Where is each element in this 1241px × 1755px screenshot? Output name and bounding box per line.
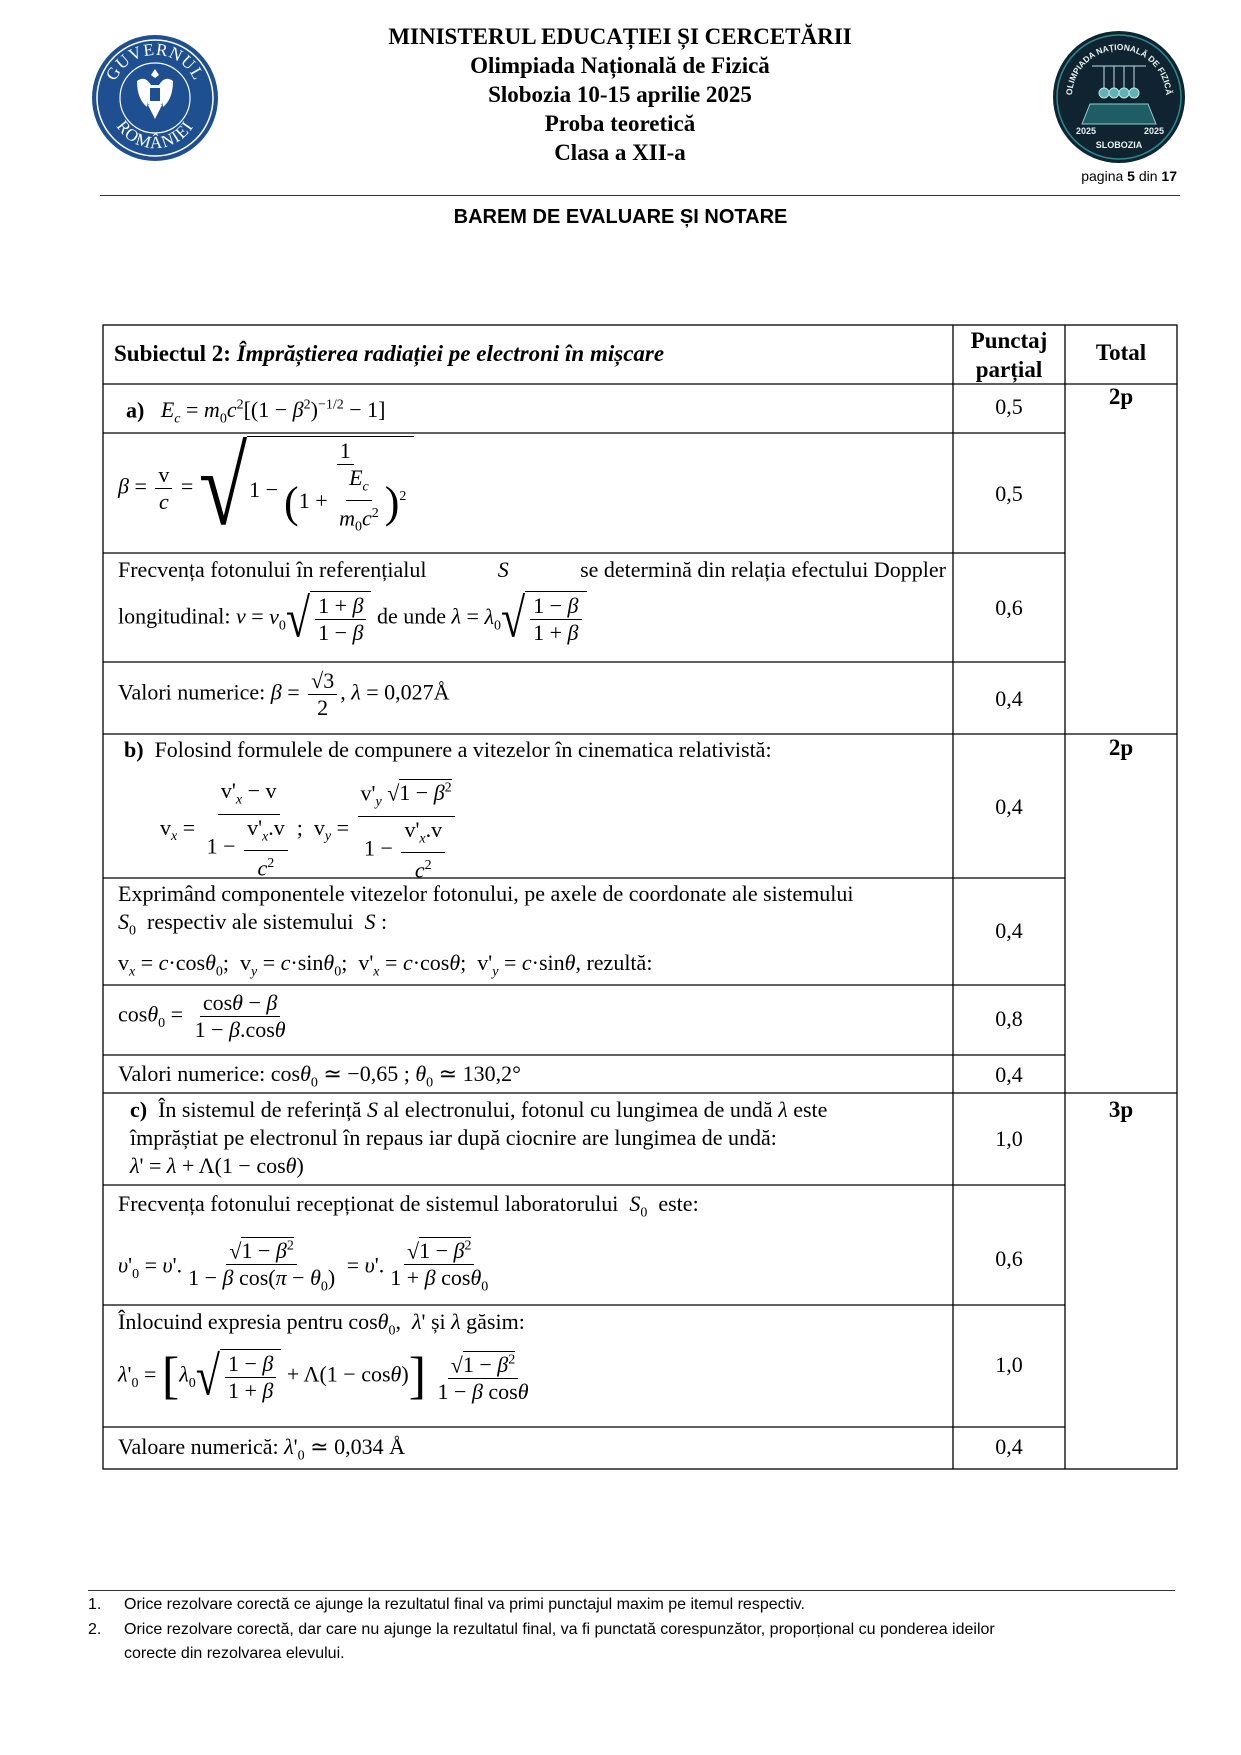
subject-heading: Subiectul 2: Împrăștierea radiației pe electroni în mișcare (114, 341, 665, 366)
row-c2-text: Frecvența fotonului recepționat de sistemul laboratorului $S_0$ este: (118, 1191, 699, 1221)
row-b1-formula: $v_x$ = $v'_x - v$ 1 − $\frac{v'_x.v}{c^2}$ ; $v_y$ = $v'_y$ $√1 - \beta^2$ 1 − $\frac{v'_x.v}{c^2}$ (160, 776, 458, 883)
points-a1: 0,5 (995, 394, 1023, 419)
onf-logo-year-left: 2025 (1076, 126, 1097, 136)
total-c: 3p (1108, 1097, 1134, 1122)
test-name: Proba teoretică (544, 111, 696, 136)
row-a3-text: Frecvența fotonului în referențialul S se determină din relația efectului Doppler (118, 557, 946, 582)
points-b2: 0,4 (995, 918, 1023, 943)
note-2-number: 2. (88, 1621, 102, 1638)
note-1-number: 1. (88, 1596, 102, 1613)
points-b1: 0,4 (995, 794, 1023, 819)
points-b3: 0,8 (995, 1006, 1023, 1031)
row-a3-formula: longitudinal: $\nu = \nu_0$ √ $\frac{1 + \beta}{1 - \beta}$ de unde $\lambda = \lambda_0$ √ $\frac{1 - \beta}{1 + \beta}$ (118, 591, 587, 646)
points-a2: 0,5 (995, 481, 1023, 506)
row-c3-formula: $\lambda'_0 = [\lambda_0$ √ $\frac{1 - \beta}{1 + \beta}$ + Λ(1 − cosθ)] $\frac{√1 - \beta^2}{\text{1 − β cosθ}}$ (118, 1345, 529, 1407)
row-c3-text: Înlocuind expresia pentru cosθ$_0$, λ' și λ găsim: (118, 1309, 525, 1339)
row-c4-value: Valoare numerică: $\lambda'_0$ ≃ 0,034 Å (118, 1434, 405, 1464)
points-c2: 0,6 (995, 1246, 1023, 1271)
total-a: 2p (1108, 384, 1134, 409)
document-title: BAREM DE EVALUARE ȘI NOTARE (453, 206, 788, 228)
points-c4: 0,4 (995, 1434, 1023, 1459)
onf-logo-year-right: 2025 (1144, 126, 1165, 136)
footer-divider (88, 1590, 1175, 1591)
place-date: Slobozia 10-15 aprilie 2025 (488, 82, 752, 107)
onf-logo-text-bottom: SLOBOZIA (1095, 140, 1143, 150)
points-a4: 0,4 (995, 686, 1023, 711)
class-name: Clasa a XII-a (554, 140, 686, 165)
row-b3-formula: cosθ$_0$ = $\frac{\cos\theta - \beta}{1 - \beta.\cos\theta}$ (118, 990, 286, 1042)
row-c2-formula: $\upsilon'_0 = \upsilon'$. $\frac{√1 - \beta^2}{1 - \beta \cos(\pi - \theta_0)}$ = υ'. $\frac{√1 - \beta^2}{1 + \beta \cos\theta_0}$ (118, 1234, 494, 1301)
page-number: pagina 5 din 17 (1081, 168, 1177, 184)
olympiad-name: Olimpiada Națională de Fizică (470, 53, 770, 78)
total-b: 2p (1108, 735, 1134, 760)
col-partial-header: Punctaj parțial (970, 328, 1048, 382)
ministry-name: MINISTERUL EDUCAȚIEI ȘI CERCETĂRII (388, 24, 852, 49)
points-a3: 0,6 (995, 595, 1023, 620)
gov-logo-text-bottom: ROMÂNIEI (112, 116, 198, 153)
row-a1-formula: a) $E_c = m_0c^2[(1 - \beta^2)^{-1/2} - 1]$ (126, 397, 386, 427)
row-b4-values: Valori numerice: cosθ$_0$ ≃ −0,65 ; $\theta_0$ ≃ 130,2° (118, 1061, 521, 1091)
row-a2-formula: β = $\frac{v}{c}$ = √ 1 − 1 (1 + $\frac{E_c}{m_0c^2}$ )$^2$ (118, 436, 414, 541)
points-b4: 0,4 (995, 1062, 1023, 1087)
note-2-text: Orice rezolvare corectă, dar care nu ajunge la rezultatul final, va fi punctată corespunzător, proporțional cu ponderea ideilor (124, 1621, 995, 1638)
points-c1: 1,0 (995, 1126, 1023, 1151)
row-b2-text: Exprimând componentele vitezelor fotonului, pe axele de coordonate ale sistemului $S_0$ respectiv ale sistemului S : $v_x = c\cdot\cos\theta_0$; $v_y = c\cdot\sin\theta_0$; $v'_x = c\cdot\cos\theta$; $v'_y = c\cdot\sin\theta$, rezultă: (118, 881, 854, 980)
points-c3: 1,0 (995, 1352, 1023, 1377)
col-total-header: Total (1095, 340, 1147, 365)
note-1-text: Orice rezolvare corectă ce ajunge la rezultatul final va primi punctajul maxim pe itemul respectiv. (124, 1596, 805, 1613)
row-a4-values: Valori numerice: β = $\frac{√3}{2}$ , λ = 0,027Å (118, 668, 450, 720)
row-c1-text: c) În sistemul de referință S al electronului, fotonul cu lungimea de undă λ este împrăștiat pe electronul în repaus iar după ciocnire are lungimea de undă: λ' = λ + Λ(1 − cosθ) (130, 1097, 828, 1178)
row-b1-text: b) Folosind formulele de compunere a vitezelor în cinematica relativistă: (124, 737, 772, 762)
gov-logo-text-top: GUVERNUL (101, 39, 209, 84)
note-2-text-cont: corecte din rezolvarea elevului. (124, 1645, 345, 1662)
onf-logo-text-top: OLIMPIADA NAȚIONALĂ DE FIZICĂ (1063, 41, 1175, 96)
